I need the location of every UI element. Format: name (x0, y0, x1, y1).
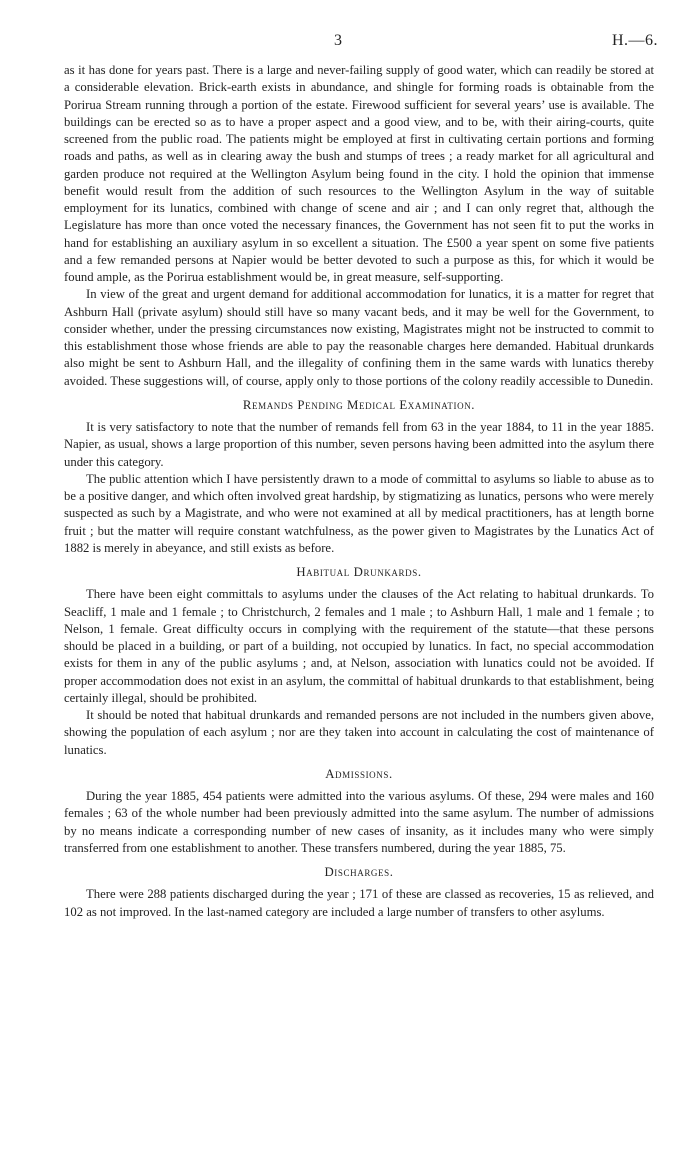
page-number: 3 (334, 32, 342, 49)
paragraph-drunkard-committals: There have been eight committals to asylums under the clauses of the Act relating to habitual drunkards. To Seacliff, 1 male and 1 female ; to Christchurch, 2 females and 1 male ; to Ashburn Hall, 1 male and 1 female ; to Nelson, 1 female. Great difficulty occurs in complying with the requirement of the statute—that these persons should be placed in a building, or part of a building, not occupied by lunatics. In fact, no special accommodation exists for them in any of the public asylums ; and, at Nelson, association with lunatics could not be avoided. If proper accommodation does not exist in an asylum, the committal of habitual drunkards to that establishment, being certainly illegal, should be prohibited. (64, 587, 654, 705)
paragraph-ashburn-hall: In view of the great and urgent demand for additional accommodation for lunatics, it is a matter for regret that Ashburn Hall (private asylum) should still have so many vacant beds, and it may be well for the Government, to consider whether, under the pressing circumstances now existing, Magistrates might not be instructed to commit to this establishment those whose friends are able to pay the reasonable charges here demanded. Habitual drunkards also might be sent to Ashburn Hall, and the illegality of confining them in the same wards with lunatics thereby avoided. These suggestions will, of course, apply only to those portions of the colony readily accessible to Dunedin. (64, 287, 654, 388)
document-body (64, 62, 654, 921)
section-heading-discharges: Discharges. (324, 865, 394, 879)
paragraph-remands-count: It is very satisfactory to note that the number of remands fell from 63 in the year 1884, to 11 in the year 1885. Napier, as usual, shows a large proportion of this number, seven persons having been admitted into the asylum there under this category. (64, 420, 654, 469)
paragraph-porirua-estate: as it has done for years past. There is a large and never-failing supply of good water, which can readily be stored at a considerable elevation. Brick-earth exists in abundance, and shingle for forming roads is obtainable from the Porirua Stream running through a portion of the estate. Firewood sufficient for several years’ use is available. The buildings can be erected so as to have a proper aspect and a good view, and to be, with their airing-courts, quite screened from the public road. The patients might be employed at first in cultivating certain portions and forming roads and paths, as well as in clearing away the bush and stumps of trees ; a ready market for all agricultural and garden produce not required at the Wellington Asylum being found in the city. I hold the opinion that immense benefit would result from the addition of such resources to the Wellington Asylum in the way of suitable employment for its lunatics, combined with change of scene and air ; and I can only regret that, although the Legislature has more than once voted the necessary finances, the Government has not seen fit to put the works in hand for establishing an auxiliary asylum in so excellent a situation. The £500 a year spent on some five patients and a few remanded persons at Napier would be better devoted to such a purpose as this, for which it would be found ample, as the Porirua establishment would be, in great measure, self-supporting. (64, 63, 654, 284)
paragraph-committal-mode: The public attention which I have persistently drawn to a mode of committal to asylums so liable to abuse as to be a positive danger, and which often involved great hardship, by stigmatizing as lunatics, persons who were merely suspected as such by a Magistrate, and who were not examined at all by medical practitioners, has at length borne fruit ; but the matter will require constant watchfulness, as the power given to Magistrates by the Lunatics Act of 1882 is merely in abeyance, and still exists as before. (64, 471, 655, 555)
section-heading-habitual-drunkards: Habitual Drunkards. (296, 565, 422, 579)
section-heading-remands: Remands Pending Medical Examination. (242, 397, 476, 412)
paragraph-admissions: During the year 1885, 454 patients were admitted into the various asylums. Of these, 294 were males and 160 females ; 63 of the whole number had been previously admitted into the same asylum. The number of admissions by no means indicate a corresponding number of new cases of insanity, as it includes many who were simply transferred from one establishment to another. These transfers numbered, during the year 1885, 75. (64, 789, 654, 855)
page-header (64, 32, 658, 62)
document-reference: H.—6. (611, 32, 658, 49)
paragraph-drunkards-note: It should be noted that habitual drunkards and remanded persons are not included in the numbers given above, showing the population of each asylum ; nor are they taken into account in calculating the cost of maintenance of lunatics. (64, 708, 654, 757)
document-page (64, 32, 658, 921)
paragraph-discharges: There were 288 patients discharged during the year ; 171 of these are classed as recoveries, 15 as relieved, and 102 as not improved. In the last-named category are included a large number of transfers to other asylums. (64, 887, 654, 919)
section-heading-admissions: Admissions. (325, 766, 393, 781)
